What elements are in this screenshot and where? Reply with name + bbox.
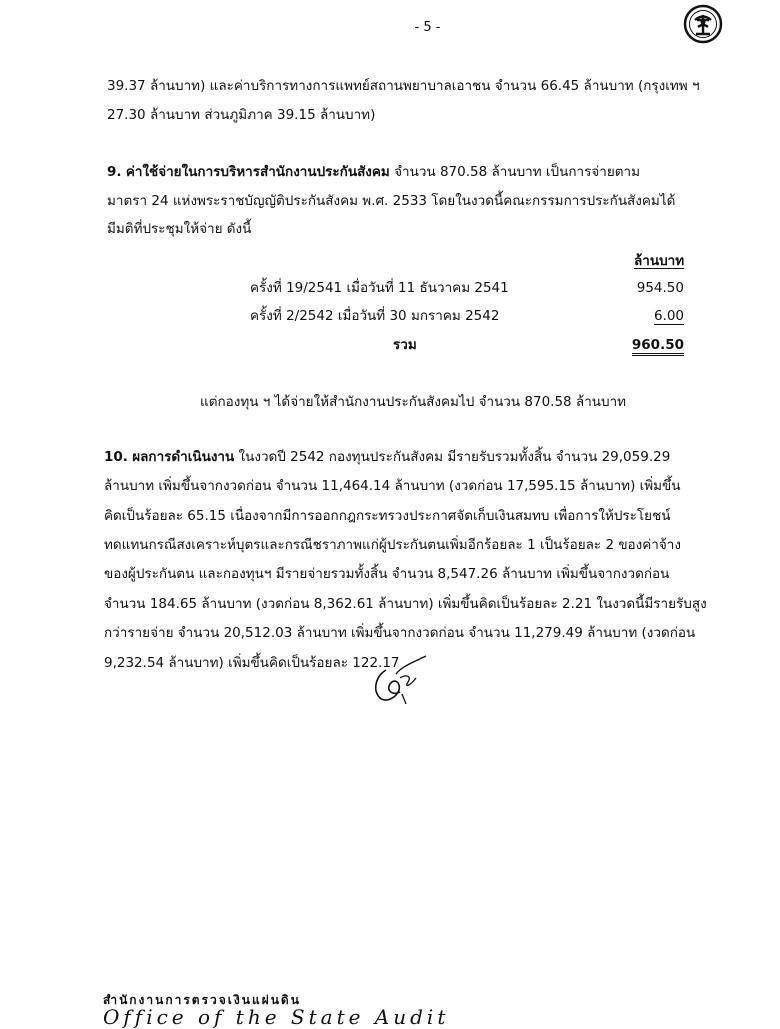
section-9-number: 9.: [107, 164, 122, 180]
meeting-row-2-label: ครั้งที่ 2/2542 เมื่อวันที่ 30 มกราคม 2542: [250, 308, 500, 324]
section-9-line-1-rest: จำนวน 870.58 ล้านบาท เป็นการจ่ายตาม: [394, 164, 640, 180]
intro-line-1: 39.37 ล้านบาท) และค่าบริการทางการแพทย์สถานพยาบาลเอาชน จำนวน 66.45 ล้านบาท (กรุงเทพ ฯ: [107, 78, 700, 94]
section-10-line-3: คิดเป็นร้อยละ 65.15 เนื่องจากมีการออกกฎกระทรวงประกาศจัดเก็บเงินสมทบ เพื่อการให้ประโยชน์: [104, 508, 671, 524]
section-9-line-1: [107, 163, 640, 181]
section-10-line-8: 9,232.54 ล้านบาท) เพิ่มขึ้นคิดเป็นร้อยละ 122.17: [104, 655, 400, 671]
section-10-line-1: [104, 448, 670, 466]
section-10-line-6: จำนวน 184.65 ล้านบาท (งวดก่อน 8,362.61 ล้านบาท) เพิ่มขึ้นคิดเป็นร้อยละ 2.21 ในงวดนี้มีรายรับสูง: [104, 596, 707, 612]
section-10-heading: ผลการดำเนินงาน: [132, 449, 235, 465]
footer-office-name: สำนักงานการตรวจเงินแผ่นดิน: [103, 993, 301, 1007]
emblem-seal-icon: [683, 4, 723, 48]
section-10-line-2: ล้านบาท เพิ่มขึ้นจากงวดก่อน จำนวน 11,464.14 ล้านบาท (งวดก่อน 17,595.15 ล้านบาท) เพิ่มขึ้น: [104, 478, 681, 494]
section-10-line-1-rest: ในงวดปี 2542 กองทุนประกันสังคม มีรายรับรวมทั้งสิ้น จำนวน 29,059.29: [238, 449, 671, 465]
footer-office-name-en: Office of the State Audit: [103, 1005, 450, 1029]
meeting-row-1-amount: 954.50: [636, 280, 684, 296]
meeting-row-1-label: ครั้งที่ 19/2541 เมื่อวันที่ 11 ธันวาคม 2541: [250, 280, 509, 296]
section-9-heading: ค่าใช้จ่ายในการบริหารสำนักงานประกันสังคม: [125, 164, 390, 180]
meeting-row-2-amount: 6.00: [653, 308, 684, 324]
total-label: รวม: [393, 337, 417, 353]
section-10-line-5: ของผู้ประกันตน และกองทุนฯ มีรายจ่ายรวมทั้งสิ้น จำนวน 8,547.26 ล้านบาท เพิ่มขึ้นจากงวดก่อน: [104, 566, 670, 582]
page-number: - 5 -: [414, 20, 441, 35]
section-9-line-3: มีมติที่ประชุมให้จ่าย ดังนี้: [107, 221, 252, 237]
section-9-line-2: มาตรา 24 แห่งพระราชบัญญัติประกันสังคม พ.ศ. 2533 โดยในงวดนี้คณะกรรมการประกันสังคมได้: [107, 193, 676, 209]
unit-header: ล้านบาท: [634, 253, 685, 269]
total-amount: 960.50: [600, 336, 684, 354]
handwritten-signature: [366, 648, 436, 712]
section-10-number: 10.: [104, 449, 128, 465]
section-9-note: แต่กองทุน ฯ ได้จ่ายให้สำนักงานประกันสังคมไป จำนวน 870.58 ล้านบาท: [200, 394, 627, 410]
section-10-line-7: กว่ารายจ่าย จำนวน 20,512.03 ล้านบาท เพิ่มขึ้นจากงวดก่อน จำนวน 11,279.49 ล้านบาท (งวดก่อน: [104, 625, 696, 641]
section-10-line-4: ทดแทนกรณีสงเคราะห์บุตรและกรณีชราภาพแก่ผู้ประกันตนเพิ่มอีกร้อยละ 1 เป็นร้อยละ 2 ของค่าจ้าง: [104, 537, 681, 553]
intro-line-2: 27.30 ล้านบาท ส่วนภูมิภาค 39.15 ล้านบาท): [107, 107, 376, 123]
